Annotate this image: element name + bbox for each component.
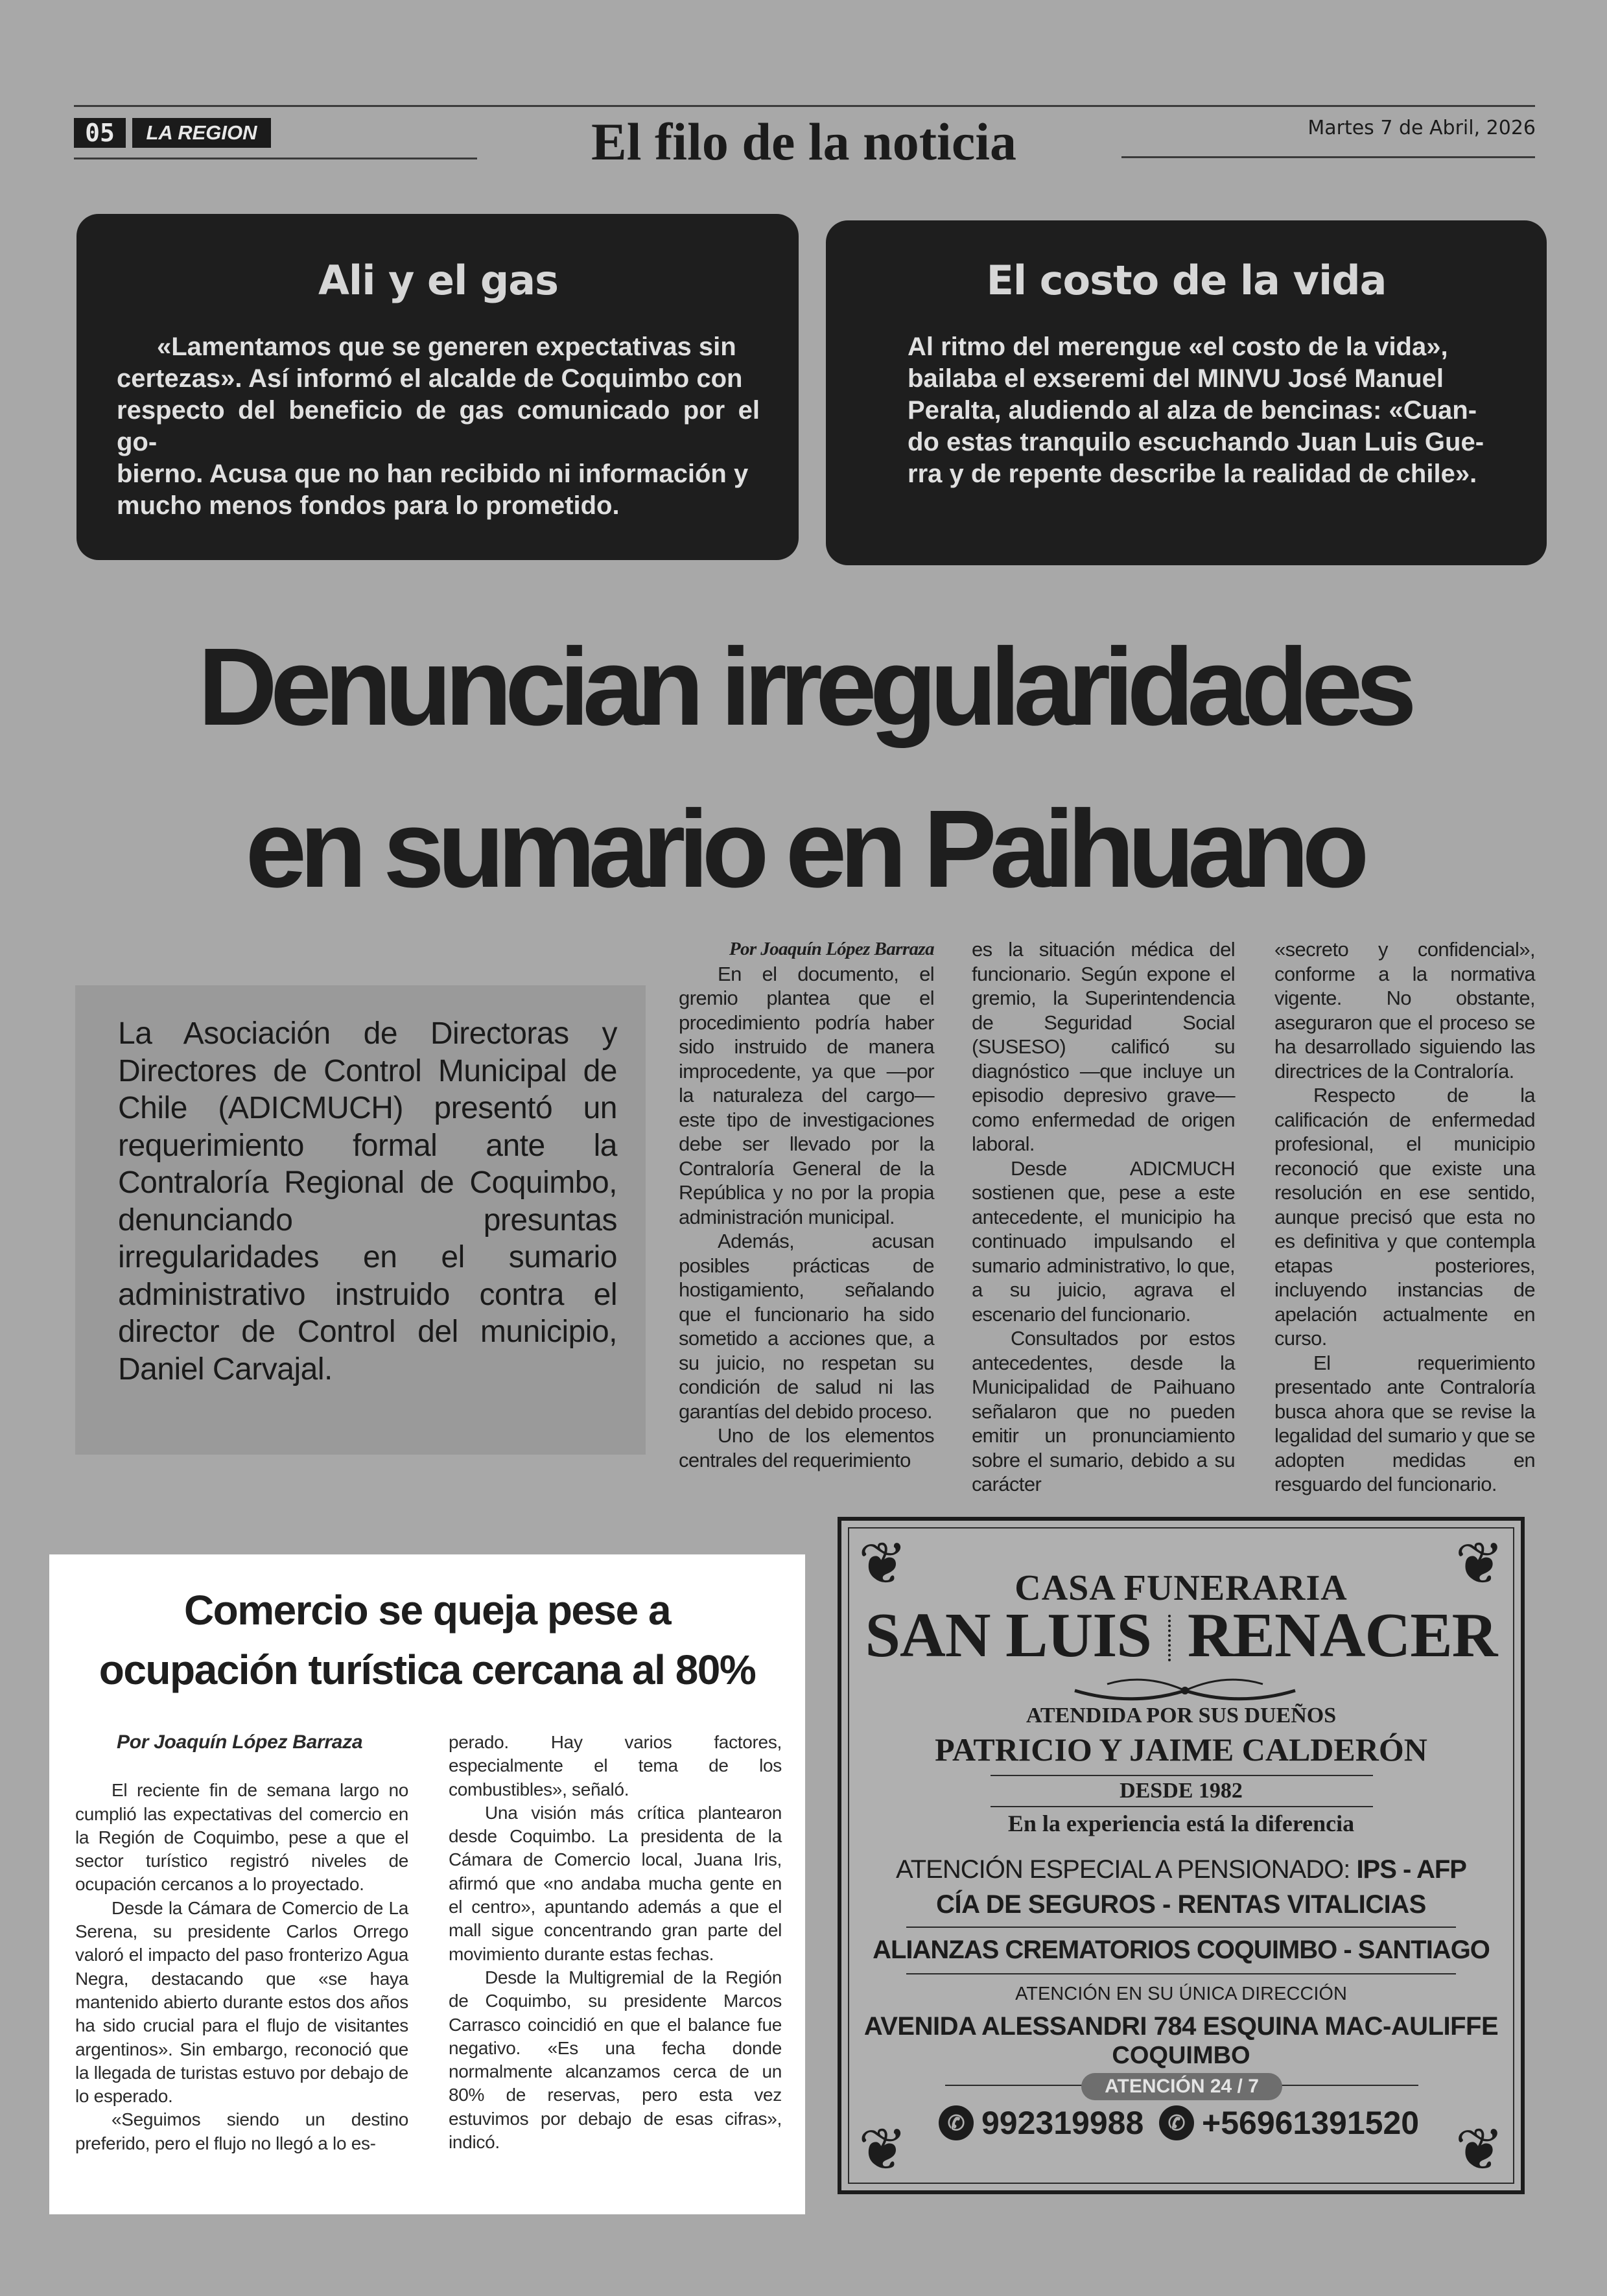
phone-icon: ✆: [939, 2105, 974, 2140]
lead-text: La Asociación de Directoras y Directores de Control Municipal de Chile (ADICMUCH) presentó un requerimiento formal ante la Contraloría Regional de Coquimbo, denunciando presuntas irregularidades en el sumario administrativo instruido contra el director de Control del municipio, Daniel Carvajal.: [118, 1016, 617, 1387]
headline-line-1: Denuncian irregularidades: [198, 626, 1410, 749]
box-line: bailaba el exseremi del MINVU José Manuel: [908, 364, 1444, 393]
ad-city: COQUIMBO: [1112, 2042, 1250, 2069]
box-line: respecto del beneficio de gas comunicado por el go-: [117, 396, 760, 456]
header-left-rule: [74, 158, 477, 159]
page-number: 05: [74, 118, 126, 148]
ad-name-divider: [1168, 1615, 1171, 1661]
paragraph: Respecto de la calificación de enfermedad profesional, el municipio reconoció que existe una resolución en ese sentido, aunque precisó que esta no es definitiva y que contempla etapas posteriores, incluyendo instancias de apelación actualmente en curso.: [1274, 1084, 1535, 1350]
ad-special-bold: IPS - AFP: [1356, 1855, 1466, 1884]
commerce-headline-line-2: ocupación turística cercana al 80%: [99, 1646, 756, 1693]
box-line: «Lamentamos que se generen expectativas sin: [157, 333, 736, 361]
header-top-rule: [74, 105, 1535, 107]
commerce-column-1: [75, 1731, 408, 2155]
funeral-home-ad: [838, 1517, 1525, 2194]
ad-divider: [991, 1806, 1373, 1807]
phone-number-text: 992319988: [981, 2105, 1144, 2141]
opinion-box-gas: [76, 214, 799, 560]
paragraph: Desde ADICMUCH sostienen que, pese a este antecedente, el municipio ha continuado impulsando el sumario administrativo, lo que, a su juicio, agrava el escenario del funcionario.: [972, 1156, 1235, 1326]
commerce-column-2: [449, 1731, 782, 2154]
ad-address-label: ATENCIÓN EN SU ÚNICA DIRECCIÓN: [1015, 1984, 1347, 2004]
box-line: Al ritmo del merengue «el costo de la vida»,: [908, 333, 1448, 361]
whatsapp-number-text: +56961391520: [1202, 2105, 1420, 2141]
ad-special-prefix: ATENCIÓN ESPECIAL A PENSIONADO:: [896, 1855, 1350, 1884]
ad-divider: [906, 1927, 1456, 1928]
paragraph: El requerimiento presentado ante Contraloría busca ahora que se revise la legalidad del sumario y que se adopten medidas en resguardo del funcionario.: [1274, 1351, 1535, 1495]
corner-ornament-icon: ❦: [858, 2116, 908, 2184]
ad-brand-name: [841, 1600, 1521, 1671]
issue-date: Martes 7 de Abril, 2026: [1308, 117, 1536, 139]
paragraph: Desde la Multigremial de la Región de Coquimbo, su presidente Marcos Carrasco coincidió en que el balance fue negativo. «Es una fecha donde normalmente alcanzamos cerca de un 80% de reservas, pero esta vez estuvimos por debajo de esas cifras», indicó.: [449, 1967, 782, 2153]
paragraph: El reciente fin de semana largo no cumplió las expectativas del comercio en la Región de Coquimbo, pese a que el sector turístico registró niveles de ocupación cercanos a lo proyectado.: [75, 1780, 408, 1895]
corner-ornament-icon: ❦: [1455, 2116, 1504, 2184]
byline: Por Joaquín López Barraza: [729, 939, 934, 959]
ad-address: AVENIDA ALESSANDRI 784 ESQUINA MAC-AULIFFE: [863, 2012, 1499, 2041]
ad-name-right: RENACER: [1187, 1600, 1497, 1670]
corner-ornament-icon: ❦: [1455, 1530, 1504, 1598]
phone-number[interactable]: [939, 2104, 1144, 2142]
box-line: do estas tranquilo escuchando Juan Luis Gue-: [908, 428, 1484, 456]
paragraph: perado. Hay varios factores, especialmente el tema de los combustibles», señaló.: [449, 1732, 782, 1799]
paragraph: Consultados por estos antecedentes, desde la Municipalidad de Paihuano señalaron que no pueden emitir un pronunciamiento sobre el sumario, debido a su carácter: [972, 1327, 1235, 1495]
ad-divider: [906, 1973, 1456, 1974]
article-column-2: [972, 937, 1235, 1497]
commerce-headline-line-1: Comercio se queja pese a: [183, 1587, 671, 1634]
box-line: mucho menos fondos para lo prometido.: [117, 491, 620, 520]
article-column-1: [679, 937, 934, 1472]
ad-alliances: ALIANZAS CREMATORIOS COQUIMBO - SANTIAGO: [873, 1936, 1490, 1964]
ad-attended-by: ATENDIDA POR SUS DUEÑOS: [1026, 1704, 1337, 1728]
whatsapp-icon: ✆: [1159, 2105, 1194, 2140]
newspaper-logo: LA REGION: [132, 118, 271, 148]
box-line: bierno. Acusa que no han recibido ni información y: [117, 460, 749, 488]
hours-badge: ATENCIÓN 24 / 7: [1081, 2073, 1282, 2100]
header-right-rule: [1121, 156, 1535, 158]
ad-owners: PATRICIO Y JAIME CALDERÓN: [935, 1731, 1427, 1768]
corner-ornament-icon: ❦: [858, 1530, 908, 1598]
opinion-box-cost: [826, 220, 1547, 565]
paragraph: Una visión más crítica plantearon desde Coquimbo. La presidenta de la Cámara de Comercio local, Juana Iris, afirmó que «no andaba mucha gente en el centro», apuntando además a que el mall sigue concentrando gran parte del movimiento durante estas fechas.: [449, 1802, 782, 1964]
paragraph: Uno de los elementos centrales del requerimiento: [679, 1424, 934, 1471]
commerce-article: [49, 1554, 805, 2214]
box-line: rra y de repente describe la realidad de chile».: [908, 460, 1477, 488]
paragraph: En el documento, el gremio plantea que el procedimiento podría haber sido instruido de manera improcedente, ya que —por la naturaleza del cargo— este tipo de investigaciones debe ser llevado por la Contraloría General de la República y no por la propia administración municipal.: [679, 962, 934, 1228]
main-headline: [78, 606, 1530, 930]
paragraph: es la situación médica del funcionario. Según expone el gremio, la Superintendencia de Seguridad Social (SUSESO) calificó su diagnóstico —que incluye un episodio depresivo grave— como enfermedad de origen laboral.: [972, 938, 1235, 1155]
article-column-3: [1274, 937, 1535, 1497]
headline-line-2: en sumario en Paihuano: [245, 788, 1363, 911]
ad-name-left: SAN LUIS: [865, 1600, 1151, 1670]
ad-slogan: En la experiencia está la diferencia: [1007, 1810, 1355, 1836]
paragraph: «secreto y confidencial», conforme a la normativa vigente. No obstante, aseguraron que el proceso se ha desarrollado siguiendo las directrices de la Contraloría.: [1274, 938, 1535, 1083]
ad-special-attention: [841, 1855, 1521, 1884]
commerce-headline: [49, 1580, 805, 1700]
section-title: El filo de la noticia: [591, 112, 1016, 171]
box-title: El costo de la vida: [986, 257, 1387, 304]
paragraph: «Seguimos siendo un destino preferido, pero el flujo no llegó a lo es-: [75, 2109, 408, 2153]
whatsapp-number[interactable]: [1159, 2104, 1419, 2142]
byline: Por Joaquín López Barraza: [117, 1731, 363, 1753]
paragraph: Desde la Cámara de Comercio de La Serena, su presidente Carlos Orrego valoró el impacto del paso fronterizo Agua Negra, destacando que «se haya mantenido abierto durante estos dos años ha sido crucial para el flujo de visitantes argentinos». Sin embargo, reconoció que la llegada de turistas estuvo por debajo de lo esperado.: [75, 1897, 408, 2107]
lead-box: [75, 985, 646, 1455]
ad-insurance: CÍA DE SEGUROS - RENTAS VITALICIAS: [936, 1890, 1426, 1919]
ad-divider: [991, 1775, 1373, 1776]
ad-since: DESDE 1982: [1120, 1779, 1243, 1803]
box-line: Peralta, aludiendo al alza de bencinas: «Cuan-: [908, 396, 1477, 425]
paragraph: Además, acusan posibles prácticas de hostigamiento, señalando que el funcionario ha sido sometido a acciones que, a su juicio, no respetan su condición de salud ni las garantías del debido proceso.: [679, 1230, 934, 1423]
box-title: Ali y el gas: [318, 257, 559, 304]
box-line: certezas». Así informó el alcalde de Coquimbo con: [117, 364, 743, 393]
ad-line-casa: CASA FUNERARIA: [1015, 1568, 1348, 1608]
